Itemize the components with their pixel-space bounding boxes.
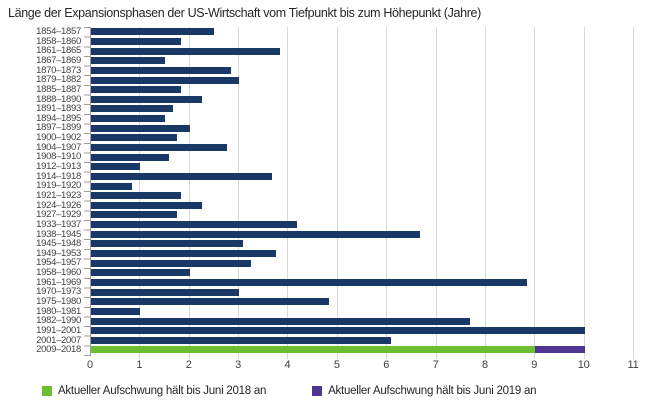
table-row: [0, 94, 651, 104]
table-row: [0, 172, 651, 182]
bar-track: [91, 123, 634, 133]
expansion-bar: [91, 260, 251, 267]
expansion-bar: [91, 173, 272, 180]
expansion-bar: [91, 67, 231, 74]
table-row: [0, 229, 651, 239]
expansion-bar: [91, 337, 391, 344]
bar-track: [91, 268, 634, 278]
expansion-bar: [91, 105, 173, 112]
table-row: [0, 297, 651, 307]
y-axis-category-label: 1879–1882: [36, 74, 81, 86]
table-row: [0, 162, 651, 172]
bar-track: [91, 336, 634, 346]
table-row: [0, 114, 651, 124]
expansion-bar: [91, 38, 181, 45]
bar-track: [91, 143, 634, 153]
expansion-bar: [91, 86, 181, 93]
legend-swatch-icon: [42, 386, 52, 396]
y-axis-category-label: 1914–1918: [36, 170, 81, 182]
expansion-bar: [91, 318, 470, 325]
expansion-bar: [91, 298, 329, 305]
x-axis-tick-label: 2: [185, 359, 192, 371]
bar-track: [91, 239, 634, 249]
expansion-bar: [91, 211, 177, 218]
bar-track: [91, 152, 634, 162]
x-axis-tick-label: 5: [333, 359, 340, 371]
y-axis-category-label: 1954–1957: [36, 257, 81, 269]
bar-track: [91, 56, 634, 66]
table-row: [0, 316, 651, 326]
current-expansion-bar-segment: [91, 346, 535, 353]
bar-track: [91, 258, 634, 268]
y-axis-category-label: 1870–1873: [36, 64, 81, 76]
y-axis-category-label: 1858–1860: [36, 35, 81, 47]
expansion-bar: [91, 115, 165, 122]
legend-item: [42, 385, 266, 397]
table-row: [0, 258, 651, 268]
legend-label: Aktueller Aufschwung hält bis Juni 2018 an: [58, 385, 267, 397]
expansion-bar: [91, 250, 276, 257]
table-row: [0, 345, 651, 355]
bar-track: [91, 133, 634, 143]
table-row: [0, 239, 651, 249]
table-row: [0, 307, 651, 317]
y-axis-category-label: 1975–1980: [36, 296, 81, 307]
y-axis-category-label: 1885–1887: [36, 83, 81, 95]
table-row: [0, 123, 651, 133]
expansion-bar: [91, 163, 140, 170]
y-axis-category-label: 1891–1893: [36, 103, 81, 115]
table-row: [0, 66, 651, 76]
y-axis-category-label: 1991–2001: [36, 324, 81, 336]
expansion-bar: [91, 289, 239, 296]
bar-track: [91, 75, 634, 85]
bar-track: [91, 345, 634, 355]
bar-track: [91, 201, 634, 211]
table-row: [0, 143, 651, 153]
y-axis-category-label: 1897–1899: [36, 122, 81, 134]
x-axis: [87, 359, 639, 374]
legend-item: [312, 385, 536, 397]
y-axis-category-label: 1894–1895: [36, 112, 81, 124]
x-axis-tick-label: 11: [627, 359, 639, 371]
expansion-bar: [91, 327, 585, 334]
bar-rows: [0, 27, 651, 355]
y-axis-category-label: 1982–1990: [36, 315, 81, 327]
table-row: [0, 46, 651, 56]
table-row: [0, 287, 651, 297]
y-axis-category-label: 2001–2007: [36, 334, 81, 346]
table-row: [0, 278, 651, 288]
bar-track: [91, 210, 634, 220]
expansion-bar: [91, 154, 169, 161]
expansion-bar: [91, 57, 165, 64]
expansion-bar: [91, 308, 140, 315]
table-row: [0, 56, 651, 66]
expansion-bar: [91, 269, 190, 276]
bar-track: [91, 229, 634, 239]
bar-track: [91, 287, 634, 297]
y-axis-category-label: 1904–1907: [36, 141, 81, 153]
table-row: [0, 152, 651, 162]
bar-track: [91, 326, 634, 336]
table-row: [0, 326, 651, 336]
expansion-bar: [91, 96, 202, 103]
bar-track: [91, 297, 634, 307]
y-axis-category-label: 2009–2018: [36, 344, 81, 356]
bar-track: [91, 191, 634, 201]
expansion-bar: [91, 77, 239, 84]
table-row: [0, 210, 651, 220]
y-axis-category-label: 1938–1945: [36, 228, 81, 240]
table-row: [0, 85, 651, 95]
y-axis-category-label: 1912–1913: [36, 161, 81, 173]
y-axis-category-label: 1919–1920: [36, 180, 81, 192]
expansion-bar: [91, 279, 527, 286]
table-row: [0, 220, 651, 230]
y-axis-category-label: 1908–1910: [36, 151, 81, 163]
chart-title: Länge der Expansionsphasen der US-Wirtschaft vom Tiefpunkt bis zum Höhepunkt (Jahre): [8, 6, 481, 20]
x-axis-tick-label: 9: [531, 359, 538, 371]
y-axis-category-label: 1961–1969: [36, 276, 81, 288]
y-axis-category-label: 1900–1902: [36, 132, 81, 144]
legend-label: Aktueller Aufschwung hält bis Juni 2019 an: [328, 385, 537, 397]
table-row: [0, 104, 651, 114]
legend: [42, 385, 536, 397]
bar-track: [91, 162, 634, 172]
table-row: [0, 75, 651, 85]
bar-track: [91, 114, 634, 124]
y-axis-category-label: 1945–1948: [36, 238, 81, 250]
expansion-bar: [91, 231, 420, 238]
x-axis-tick-label: 7: [432, 359, 439, 371]
y-axis-category-label: 1867–1869: [36, 54, 81, 66]
y-axis-category-label: 1861–1865: [36, 45, 81, 57]
bar-track: [91, 172, 634, 182]
table-row: [0, 27, 651, 37]
current-expansion-bar-segment: [535, 346, 584, 353]
table-row: [0, 268, 651, 278]
table-row: [0, 201, 651, 211]
table-row: [0, 191, 651, 201]
bar-track: [91, 181, 634, 191]
bar-track: [91, 316, 634, 326]
expansion-bar: [91, 192, 181, 199]
expansion-bar: [91, 134, 177, 141]
table-row: [0, 133, 651, 143]
y-axis-category-label: 1921–1923: [36, 189, 81, 201]
x-axis-tick-label: 4: [284, 359, 291, 371]
expansion-bar: [91, 221, 297, 228]
bar-track: [91, 307, 634, 317]
y-axis-category-label: 1854–1857: [36, 26, 81, 38]
expansion-bar: [91, 125, 190, 132]
table-row: [0, 181, 651, 191]
table-row: [0, 37, 651, 47]
expansion-bar: [91, 28, 214, 35]
expansion-bar: [91, 144, 227, 151]
bar-track: [91, 220, 634, 230]
x-axis-tick-label: 8: [481, 359, 488, 371]
expansion-bar: [91, 48, 280, 55]
x-axis-tick-label: 6: [383, 359, 390, 371]
bar-track: [91, 278, 634, 288]
x-axis-tick-label: 1: [136, 359, 143, 371]
y-axis-category-label: 1980–1981: [36, 305, 81, 317]
y-axis-category-label: 1949–1953: [36, 247, 81, 259]
y-axis-category-label: 1927–1929: [36, 209, 81, 221]
y-axis-category-label: 1924–1926: [36, 199, 81, 211]
x-axis-tick-label: 10: [577, 359, 590, 371]
bar-track: [91, 27, 634, 37]
expansion-bar: [91, 202, 202, 209]
legend-swatch-icon: [312, 386, 322, 396]
y-axis-category-label: 1970–1973: [36, 286, 81, 298]
bar-track: [91, 46, 634, 56]
y-axis-category-label: 1958–1960: [36, 267, 81, 279]
bar-track: [91, 104, 634, 114]
bar-track: [91, 249, 634, 259]
y-axis-category-label: 1888–1890: [36, 93, 81, 105]
plot-area: [0, 27, 651, 356]
bar-track: [91, 85, 634, 95]
table-row: [0, 336, 651, 346]
bar-track: [91, 66, 634, 76]
expansion-bar: [91, 240, 243, 247]
x-axis-tick-label: 0: [87, 359, 93, 371]
y-axis-category-label: 1933–1937: [36, 218, 81, 230]
table-row: [0, 249, 651, 259]
x-axis-tick-label: 3: [235, 359, 242, 371]
expansion-bar: [91, 183, 132, 190]
bar-track: [91, 37, 634, 47]
bar-track: [91, 94, 634, 104]
